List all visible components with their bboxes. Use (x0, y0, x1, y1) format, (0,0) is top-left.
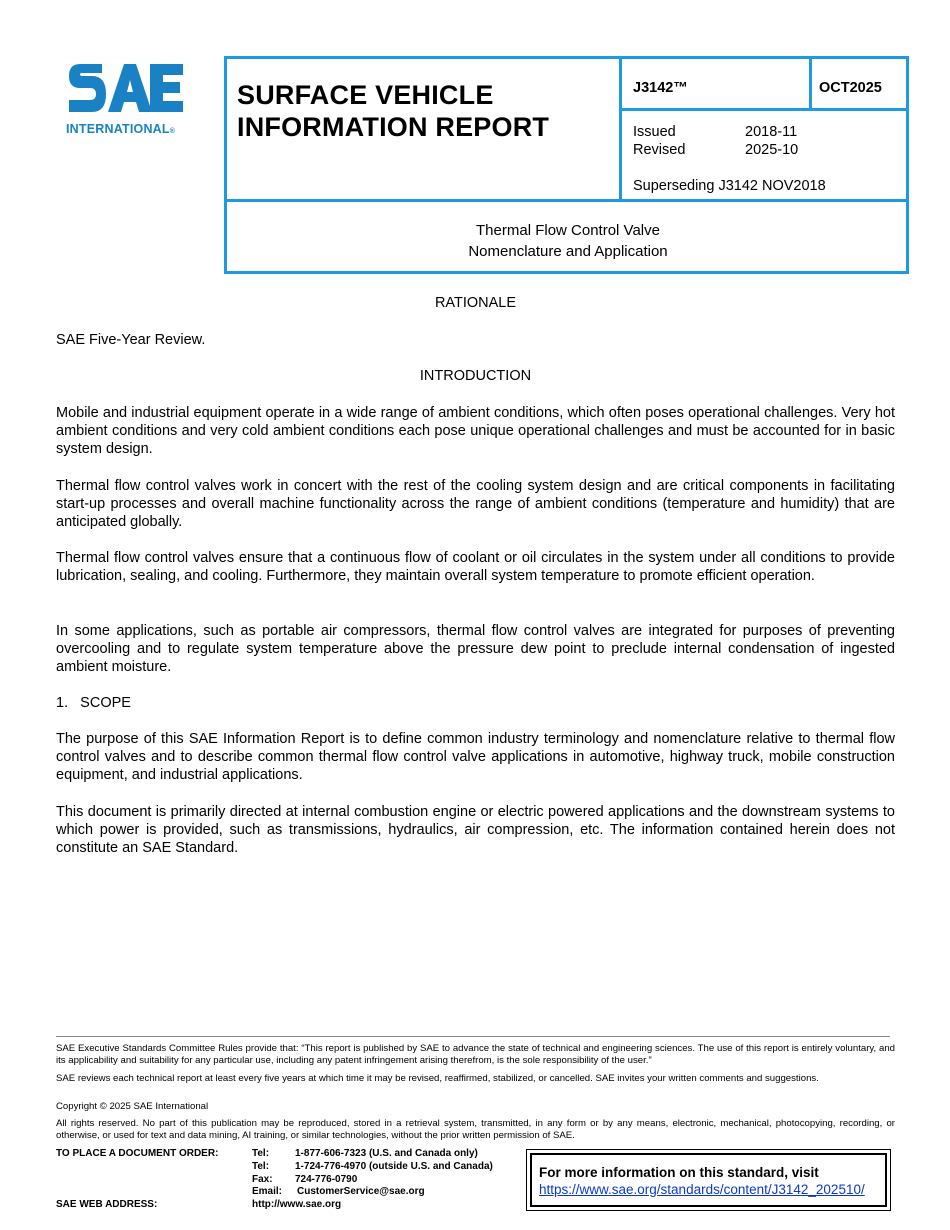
tel-label-2: Tel: (252, 1161, 270, 1172)
rules-notice: SAE Executive Standards Committee Rules provide that: “This report is published by SAE to advance the state of technical and engineering sciences. The use of this report is entirely voluntary, and its applicability and suitability for any particular use, including any patent infringement arising therefrom, is the sole responsibility of the user.” (56, 1043, 895, 1066)
document-date: OCT2025 (819, 80, 882, 96)
rationale-heading: RATIONALE (434, 295, 517, 311)
copyright: Copyright © 2025 SAE International (56, 1101, 209, 1112)
rationale-text: SAE Five-Year Review. (56, 332, 206, 348)
footer-divider (56, 1036, 890, 1037)
fax-number: 724-776-0790 (295, 1174, 358, 1185)
more-info-title: For more information on this standard, visit (539, 1165, 819, 1180)
more-info-box (526, 1149, 891, 1211)
scope-heading: 1. SCOPE (56, 695, 131, 711)
issued-label: Issued (633, 124, 676, 140)
review-notice: SAE reviews each technical report at least every five years at which time it may be revised, reaffirmed, stabilized, or cancelled. SAE invites your written comments and suggestions. (56, 1073, 819, 1084)
issued-value: 2018-11 (745, 124, 798, 140)
web-address[interactable]: http://www.sae.org (252, 1199, 342, 1210)
scope-paragraph-1: The purpose of this SAE Information Report is to define common industry terminology and nomenclature relative to thermal flow control valves and to describe common thermal flow control valve applications in automotive, highway truck, mobile construction equipment, and industrial applications. (56, 731, 895, 783)
document-subject: Thermal Flow Control Valve Nomenclature and Application (468, 222, 668, 260)
email-address[interactable]: CustomerService@sae.org (297, 1186, 425, 1197)
report-type-title: SURFACE VEHICLE INFORMATION REPORT (237, 80, 550, 142)
logo-subtitle: INTERNATIONAL® (66, 122, 176, 136)
fax-label: Fax: (252, 1174, 273, 1185)
order-label: TO PLACE A DOCUMENT ORDER: (56, 1148, 219, 1159)
revised-label: Revised (633, 142, 686, 158)
revised-value: 2025-10 (745, 142, 799, 158)
sae-logo-mark (66, 60, 184, 116)
web-label: SAE WEB ADDRESS: (56, 1199, 158, 1210)
document-number: J3142™ (633, 80, 688, 96)
scope-paragraph-2: This document is primarily directed at internal combustion engine or electric powered applications and the downstream systems to which power is provided, such as transmissions, hydraulics, air compression, etc. The information contained herein does not constitute an SAE Standard. (56, 804, 895, 856)
document-header (224, 56, 909, 274)
tel-number-2: 1-724-776-4970 (outside U.S. and Canada) (295, 1161, 493, 1172)
intro-paragraph-3: Thermal flow control valves ensure that a continuous flow of coolant or oil circulates in the system under all conditions to provide lubrication, sealing, and cooling. Furthermore, they maintain overall system temperature to promote efficient operation. (56, 550, 895, 584)
sae-logo (66, 60, 196, 140)
tel-label-1: Tel: (252, 1148, 270, 1159)
tel-number-1: 1-877-606-7323 (U.S. and Canada only) (295, 1148, 478, 1159)
rights-notice: All rights reserved. No part of this publication may be reproduced, stored in a retrieval system, transmitted, in any form or by any means, electronic, mechanical, photocopying, recording, or otherwise, or used for text and data mining, AI training, or similar technologies, without the prior written permission of SAE. (56, 1118, 895, 1141)
superseding: Superseding J3142 NOV2018 (633, 178, 826, 194)
intro-paragraph-4: In some applications, such as portable air compressors, thermal flow control valves are integrated for purposes of preventing overcooling and to regulate system temperature above the pressure dew point to preclude internal condensation of ingested ambient moisture. (56, 623, 895, 675)
standard-url-link[interactable]: https://www.sae.org/standards/content/J3142_202510/ (539, 1182, 865, 1197)
introduction-heading: INTRODUCTION (419, 368, 532, 384)
intro-paragraph-1: Mobile and industrial equipment operate in a wide range of ambient conditions, which often poses operational challenges. Very hot ambient conditions and very cold ambient conditions each pose unique operational challenges and must be accounted for in basic system design. (56, 405, 895, 457)
email-label: Email: (252, 1186, 283, 1197)
intro-paragraph-2: Thermal flow control valves work in concert with the rest of the cooling system design and are critical components in facilitating start-up processes and overall machine functionality across the range of ambient conditions (temperature and humidity) that are anticipated globally. (56, 478, 895, 530)
